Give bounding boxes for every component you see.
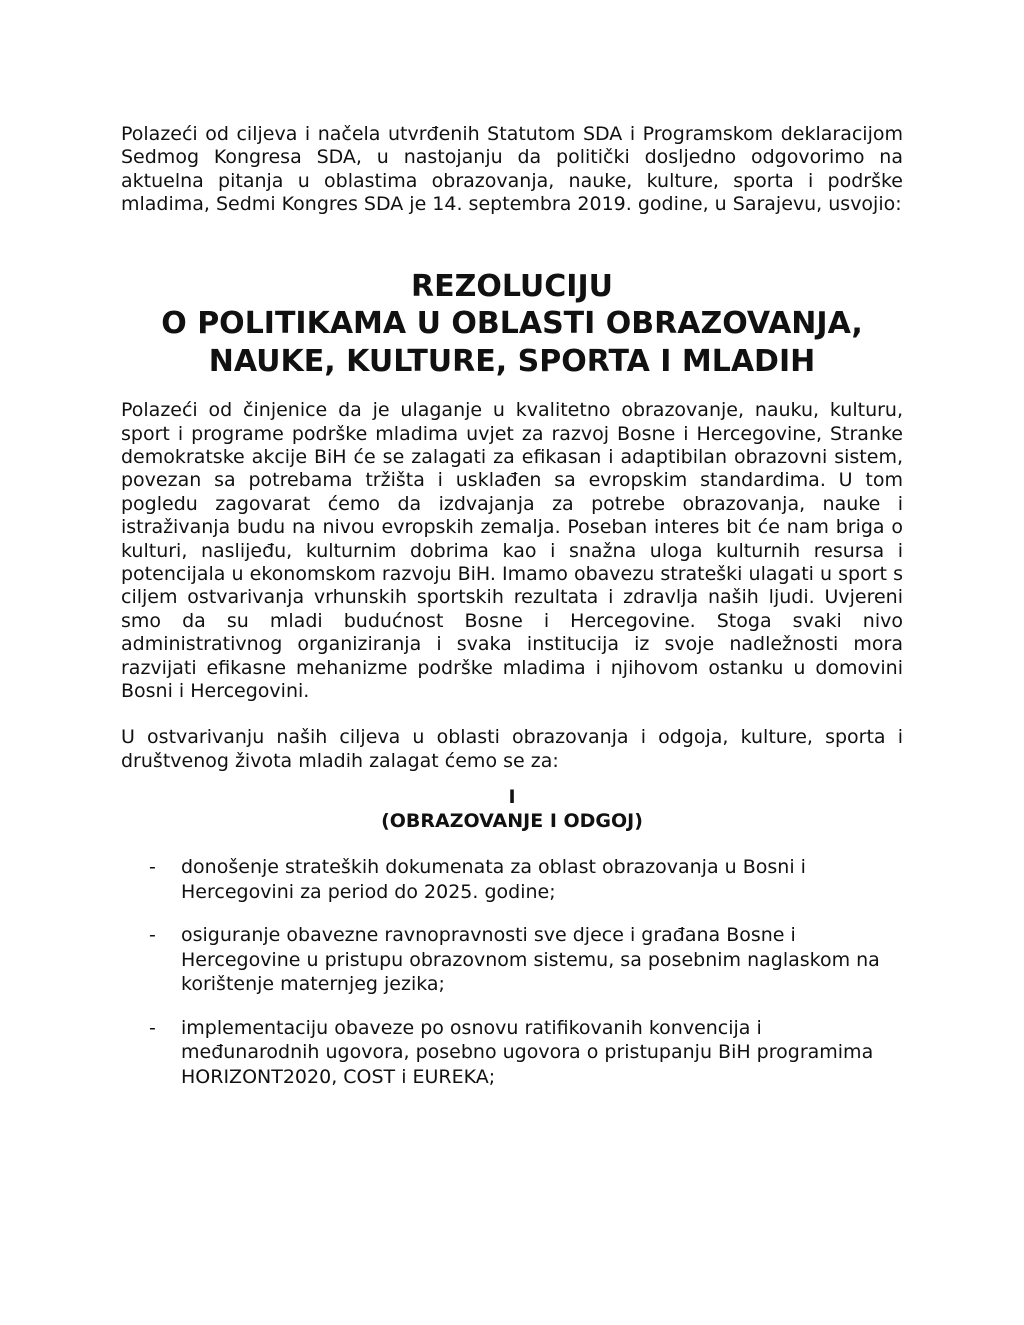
title-line-2: O POLITIKAMA U OBLASTI OBRAZOVANJA, bbox=[161, 306, 863, 342]
bullet-marker: - bbox=[149, 856, 156, 879]
list-item-text: osiguranje obavezne ravnopravnosti sve djece i građana Bosne i Hercegovine u pristupu obrazovnom sistemu, sa posebnim naglaskom na korištenje maternjeg jezika; bbox=[181, 924, 880, 996]
bullet-marker: - bbox=[149, 924, 156, 947]
title-line-3: NAUKE, KULTURE, SPORTA I MLADIH bbox=[208, 343, 816, 379]
bullet-list bbox=[121, 855, 903, 1089]
list-item-text: donošenje strateških dokumenata za oblast obrazovanja u Bosni i Hercegovini za period do 2025. godine; bbox=[181, 856, 806, 903]
body-paragraph-1: Polazeći od činjenice da je ulaganje u kvalitetno obrazovanje, nauku, kulturu, sport i programe podrške mladima uvjet za razvoj Bosne i Hercegovine, Stranke demokratske akcije BiH će se zalagati za efikasan i adaptibilan obrazovni sistem, povezan sa potrebama tržišta i usklađen sa evropskim standardima. U tom pogledu zagovarat ćemo da izdvajanja za potrebe obrazovanja, nauke i istraživanja budu na nivou evropskih zemalja. Poseban interes bit će nam briga o kulturi, naslijeđu, kulturnim dobrima kao i snažna uloga kulturnih resursa i potencijala u ekonomskom razvoju BiH. Imamo obavezu strateški ulagati u sport s ciljem ostvarivanja vrhunskih sportskih rezultata i zdravlja naših ljudi. Uvjereni smo da su mladi budućnost Bosne i Hercegovine. Stoga svaki nivo administrativnog organiziranja i svaka institucija iz svoje nadležnosti mora razvijati efikasne mehanizme podrške mladima i njihovom ostanku u domovini Bosni i Hercegovini. bbox=[121, 399, 903, 702]
intro-paragraph: Polazeći od ciljeva i načela utvrđenih Statutom SDA i Programskom deklaracijom Sedmog Kongresa SDA, u nastojanju da politički dosljedno odgovorimo na aktuelna pitanja u oblastima obrazovanja, nauke, kulture, sporta i podrške mladima, Sedmi Kongres SDA je 14. septembra 2019. godine, u Sarajevu, usvojio: bbox=[121, 123, 903, 216]
list-item bbox=[121, 923, 903, 997]
list-item bbox=[121, 855, 903, 904]
document-page bbox=[121, 123, 903, 1108]
section-title: (OBRAZOVANJE I ODGOJ) bbox=[381, 810, 643, 833]
title-line-1: REZOLUCIJU bbox=[411, 268, 613, 304]
list-item-text: implementaciju obaveze po osnovu ratifikovanih konvencija i međunarodnih ugovora, posebno ugovora o pristupanju BiH programima HORIZONT2020, COST i EUREKA; bbox=[181, 1016, 874, 1088]
document-title bbox=[121, 268, 903, 381]
section-heading bbox=[121, 785, 903, 833]
body-paragraph-2: U ostvarivanju naših ciljeva u oblasti obrazovanja i odgoja, kulture, sporta i društvenog života mladih zalagat ćemo se za: bbox=[121, 726, 903, 772]
bullet-marker: - bbox=[149, 1016, 156, 1039]
section-number: I bbox=[508, 786, 516, 809]
list-item bbox=[121, 1016, 903, 1090]
